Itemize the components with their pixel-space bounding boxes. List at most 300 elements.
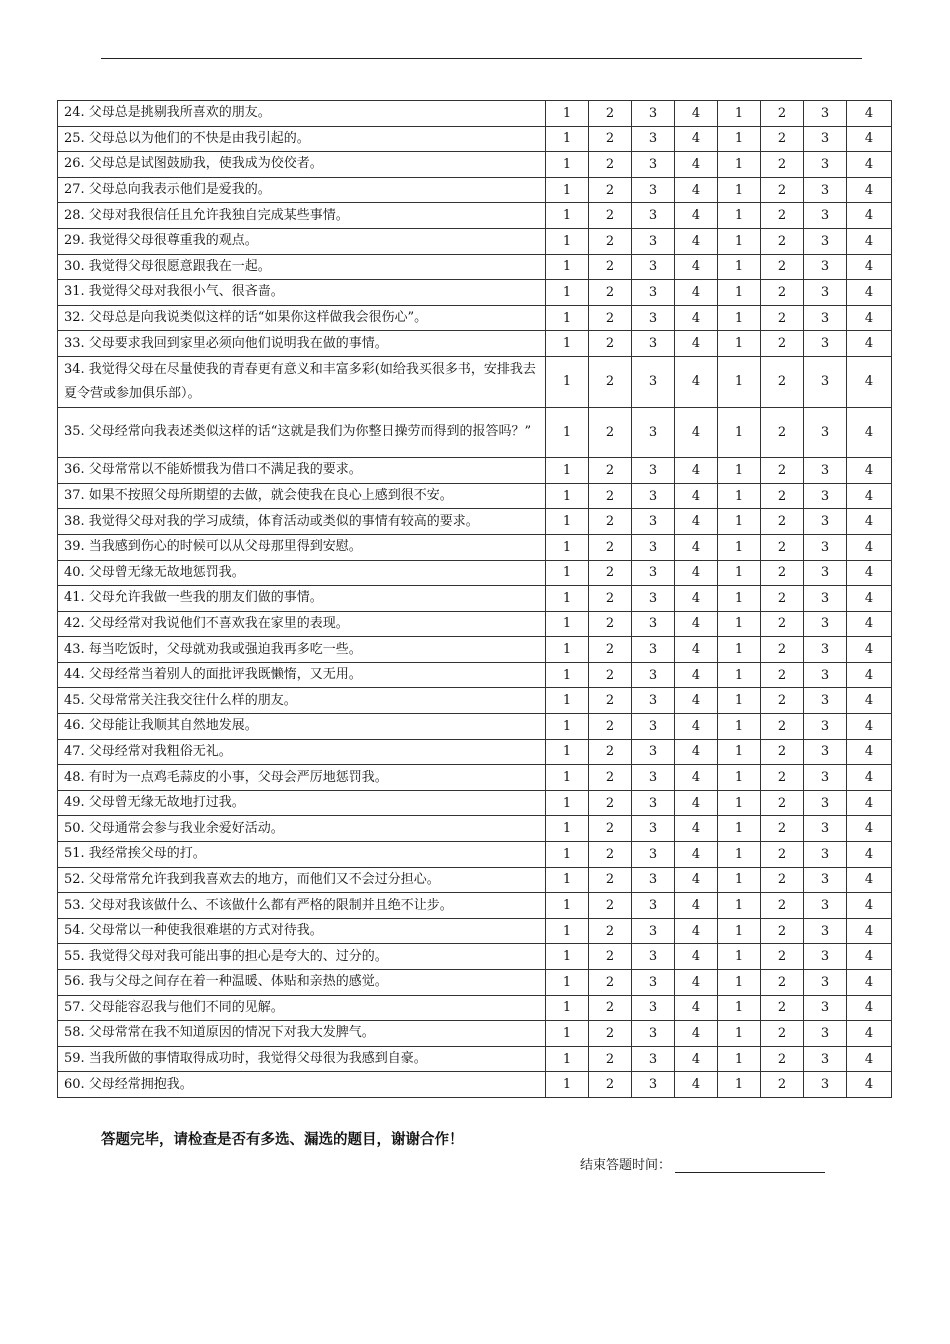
score-option[interactable]: 2: [761, 177, 804, 203]
score-option[interactable]: 4: [847, 458, 892, 484]
score-option[interactable]: 2: [761, 254, 804, 280]
score-option[interactable]: 1: [718, 586, 761, 612]
score-option[interactable]: 4: [675, 254, 718, 280]
score-option[interactable]: 3: [632, 228, 675, 254]
score-option[interactable]: 4: [675, 305, 718, 331]
score-option[interactable]: 3: [804, 867, 847, 893]
score-option[interactable]: 4: [847, 662, 892, 688]
score-option[interactable]: 2: [589, 765, 632, 791]
score-option[interactable]: 3: [632, 688, 675, 714]
score-option[interactable]: 1: [718, 152, 761, 178]
score-option[interactable]: 3: [632, 305, 675, 331]
score-option[interactable]: 3: [804, 407, 847, 458]
score-option[interactable]: 4: [675, 611, 718, 637]
score-option[interactable]: 1: [546, 1021, 589, 1047]
score-option[interactable]: 1: [546, 126, 589, 152]
score-option[interactable]: 2: [761, 1046, 804, 1072]
score-option[interactable]: 4: [675, 944, 718, 970]
score-option[interactable]: 1: [546, 560, 589, 586]
score-option[interactable]: 1: [718, 280, 761, 306]
score-option[interactable]: 1: [546, 995, 589, 1021]
score-option[interactable]: 1: [546, 407, 589, 458]
score-option[interactable]: 4: [675, 765, 718, 791]
score-option[interactable]: 4: [675, 688, 718, 714]
score-option[interactable]: 4: [847, 254, 892, 280]
score-option[interactable]: 3: [632, 816, 675, 842]
score-option[interactable]: 2: [589, 305, 632, 331]
end-time-blank[interactable]: [675, 1158, 825, 1173]
score-option[interactable]: 3: [632, 509, 675, 535]
score-option[interactable]: 4: [675, 331, 718, 357]
score-option[interactable]: 2: [761, 101, 804, 127]
score-option[interactable]: 1: [546, 1046, 589, 1072]
score-option[interactable]: 4: [675, 509, 718, 535]
score-option[interactable]: 4: [847, 177, 892, 203]
score-option[interactable]: 4: [675, 1072, 718, 1098]
score-option[interactable]: 1: [718, 739, 761, 765]
score-option[interactable]: 4: [847, 842, 892, 868]
score-option[interactable]: 1: [718, 101, 761, 127]
score-option[interactable]: 4: [847, 586, 892, 612]
score-option[interactable]: 3: [632, 790, 675, 816]
score-option[interactable]: 3: [632, 739, 675, 765]
score-option[interactable]: 4: [675, 483, 718, 509]
score-option[interactable]: 1: [718, 637, 761, 663]
score-option[interactable]: 4: [847, 995, 892, 1021]
score-option[interactable]: 3: [804, 483, 847, 509]
score-option[interactable]: 3: [804, 790, 847, 816]
score-option[interactable]: 3: [632, 944, 675, 970]
score-option[interactable]: 4: [847, 126, 892, 152]
score-option[interactable]: 3: [804, 944, 847, 970]
score-option[interactable]: 2: [761, 509, 804, 535]
score-option[interactable]: 3: [632, 893, 675, 919]
score-option[interactable]: 1: [546, 280, 589, 306]
score-option[interactable]: 1: [546, 739, 589, 765]
score-option[interactable]: 4: [847, 228, 892, 254]
score-option[interactable]: 2: [589, 918, 632, 944]
score-option[interactable]: 3: [804, 893, 847, 919]
score-option[interactable]: 1: [546, 970, 589, 996]
score-option[interactable]: 4: [675, 637, 718, 663]
score-option[interactable]: 3: [632, 356, 675, 407]
score-option[interactable]: 2: [761, 918, 804, 944]
score-option[interactable]: 1: [546, 254, 589, 280]
score-option[interactable]: 3: [804, 1072, 847, 1098]
score-option[interactable]: 2: [589, 228, 632, 254]
score-option[interactable]: 1: [718, 970, 761, 996]
score-option[interactable]: 1: [718, 331, 761, 357]
score-option[interactable]: 2: [589, 126, 632, 152]
score-option[interactable]: 4: [675, 126, 718, 152]
score-option[interactable]: 3: [632, 995, 675, 1021]
score-option[interactable]: 1: [718, 356, 761, 407]
score-option[interactable]: 4: [847, 714, 892, 740]
score-option[interactable]: 3: [804, 739, 847, 765]
score-option[interactable]: 3: [804, 662, 847, 688]
score-option[interactable]: 3: [804, 970, 847, 996]
score-option[interactable]: 4: [847, 637, 892, 663]
score-option[interactable]: 4: [847, 483, 892, 509]
score-option[interactable]: 2: [589, 816, 632, 842]
score-option[interactable]: 1: [546, 816, 589, 842]
score-option[interactable]: 1: [546, 305, 589, 331]
score-option[interactable]: 3: [804, 228, 847, 254]
score-option[interactable]: 4: [847, 739, 892, 765]
score-option[interactable]: 3: [632, 918, 675, 944]
score-option[interactable]: 4: [847, 918, 892, 944]
score-option[interactable]: 1: [718, 177, 761, 203]
score-option[interactable]: 3: [804, 126, 847, 152]
score-option[interactable]: 1: [546, 101, 589, 127]
score-option[interactable]: 3: [804, 1021, 847, 1047]
score-option[interactable]: 4: [675, 1046, 718, 1072]
score-option[interactable]: 4: [675, 407, 718, 458]
score-option[interactable]: 1: [546, 203, 589, 229]
score-option[interactable]: 4: [847, 1021, 892, 1047]
score-option[interactable]: 3: [632, 203, 675, 229]
score-option[interactable]: 1: [546, 714, 589, 740]
score-option[interactable]: 4: [675, 228, 718, 254]
score-option[interactable]: 2: [761, 611, 804, 637]
score-option[interactable]: 3: [804, 816, 847, 842]
score-option[interactable]: 4: [847, 611, 892, 637]
score-option[interactable]: 3: [632, 662, 675, 688]
score-option[interactable]: 1: [546, 688, 589, 714]
score-option[interactable]: 2: [761, 765, 804, 791]
score-option[interactable]: 3: [632, 842, 675, 868]
score-option[interactable]: 1: [546, 867, 589, 893]
score-option[interactable]: 4: [847, 893, 892, 919]
score-option[interactable]: 2: [589, 356, 632, 407]
score-option[interactable]: 1: [546, 765, 589, 791]
score-option[interactable]: 3: [804, 305, 847, 331]
score-option[interactable]: 3: [804, 995, 847, 1021]
score-option[interactable]: 4: [847, 688, 892, 714]
score-option[interactable]: 2: [589, 611, 632, 637]
score-option[interactable]: 4: [675, 560, 718, 586]
score-option[interactable]: 2: [589, 483, 632, 509]
score-option[interactable]: 4: [675, 203, 718, 229]
score-option[interactable]: 2: [761, 152, 804, 178]
score-option[interactable]: 1: [718, 254, 761, 280]
score-option[interactable]: 3: [804, 458, 847, 484]
score-option[interactable]: 3: [804, 177, 847, 203]
score-option[interactable]: 4: [847, 152, 892, 178]
score-option[interactable]: 4: [675, 893, 718, 919]
score-option[interactable]: 1: [546, 586, 589, 612]
score-option[interactable]: 1: [546, 458, 589, 484]
score-option[interactable]: 1: [546, 611, 589, 637]
score-option[interactable]: 4: [675, 918, 718, 944]
score-option[interactable]: 3: [632, 152, 675, 178]
score-option[interactable]: 2: [761, 637, 804, 663]
score-option[interactable]: 1: [546, 177, 589, 203]
score-option[interactable]: 3: [804, 637, 847, 663]
score-option[interactable]: 2: [589, 331, 632, 357]
score-option[interactable]: 1: [718, 918, 761, 944]
score-option[interactable]: 1: [546, 228, 589, 254]
score-option[interactable]: 4: [675, 714, 718, 740]
score-option[interactable]: 1: [718, 893, 761, 919]
score-option[interactable]: 1: [546, 893, 589, 919]
score-option[interactable]: 2: [761, 228, 804, 254]
score-option[interactable]: 3: [632, 765, 675, 791]
score-option[interactable]: 1: [546, 944, 589, 970]
score-option[interactable]: 1: [718, 944, 761, 970]
score-option[interactable]: 2: [589, 995, 632, 1021]
score-option[interactable]: 3: [632, 560, 675, 586]
score-option[interactable]: 2: [761, 867, 804, 893]
score-option[interactable]: 4: [675, 101, 718, 127]
score-option[interactable]: 1: [718, 688, 761, 714]
score-option[interactable]: 1: [718, 534, 761, 560]
score-option[interactable]: 2: [589, 790, 632, 816]
score-option[interactable]: 2: [589, 203, 632, 229]
score-option[interactable]: 4: [675, 662, 718, 688]
score-option[interactable]: 2: [589, 1046, 632, 1072]
score-option[interactable]: 3: [804, 534, 847, 560]
score-option[interactable]: 1: [546, 356, 589, 407]
score-option[interactable]: 3: [632, 714, 675, 740]
score-option[interactable]: 3: [632, 280, 675, 306]
score-option[interactable]: 4: [675, 970, 718, 996]
score-option[interactable]: 2: [761, 280, 804, 306]
score-option[interactable]: 4: [847, 560, 892, 586]
score-option[interactable]: 1: [718, 407, 761, 458]
score-option[interactable]: 1: [718, 816, 761, 842]
score-option[interactable]: 2: [761, 1021, 804, 1047]
score-option[interactable]: 1: [546, 483, 589, 509]
score-option[interactable]: 4: [675, 458, 718, 484]
score-option[interactable]: 2: [589, 534, 632, 560]
score-option[interactable]: 4: [675, 586, 718, 612]
score-option[interactable]: 2: [761, 586, 804, 612]
score-option[interactable]: 3: [632, 483, 675, 509]
score-option[interactable]: 4: [847, 280, 892, 306]
score-option[interactable]: 4: [847, 816, 892, 842]
score-option[interactable]: 2: [589, 970, 632, 996]
score-option[interactable]: 4: [675, 790, 718, 816]
score-option[interactable]: 1: [718, 867, 761, 893]
score-option[interactable]: 3: [804, 1046, 847, 1072]
score-option[interactable]: 3: [804, 356, 847, 407]
score-option[interactable]: 3: [804, 586, 847, 612]
score-option[interactable]: 3: [632, 101, 675, 127]
score-option[interactable]: 2: [589, 586, 632, 612]
score-option[interactable]: 4: [847, 356, 892, 407]
score-option[interactable]: 1: [546, 790, 589, 816]
score-option[interactable]: 3: [632, 407, 675, 458]
score-option[interactable]: 1: [718, 611, 761, 637]
score-option[interactable]: 3: [632, 637, 675, 663]
score-option[interactable]: 1: [546, 152, 589, 178]
score-option[interactable]: 3: [804, 280, 847, 306]
score-option[interactable]: 4: [847, 534, 892, 560]
score-option[interactable]: 2: [761, 714, 804, 740]
score-option[interactable]: 2: [589, 842, 632, 868]
score-option[interactable]: 3: [632, 534, 675, 560]
score-option[interactable]: 3: [632, 970, 675, 996]
score-option[interactable]: 2: [761, 203, 804, 229]
score-option[interactable]: 2: [589, 893, 632, 919]
score-option[interactable]: 2: [589, 458, 632, 484]
score-option[interactable]: 2: [761, 483, 804, 509]
score-option[interactable]: 4: [675, 152, 718, 178]
score-option[interactable]: 1: [718, 1021, 761, 1047]
question-text: 24. 父母总是挑剔我所喜欢的朋友。: [58, 101, 546, 127]
score-option[interactable]: 2: [761, 356, 804, 407]
score-option[interactable]: 3: [804, 714, 847, 740]
score-option[interactable]: 2: [761, 790, 804, 816]
score-option[interactable]: 3: [804, 560, 847, 586]
score-option[interactable]: 1: [718, 765, 761, 791]
score-option[interactable]: 4: [847, 1046, 892, 1072]
score-option[interactable]: 2: [589, 637, 632, 663]
score-option[interactable]: 2: [761, 816, 804, 842]
score-option[interactable]: 4: [675, 842, 718, 868]
score-option[interactable]: 4: [847, 509, 892, 535]
score-option[interactable]: 3: [632, 586, 675, 612]
score-option[interactable]: 2: [589, 714, 632, 740]
score-option[interactable]: 2: [589, 867, 632, 893]
score-option[interactable]: 2: [761, 331, 804, 357]
score-option[interactable]: 1: [546, 918, 589, 944]
score-option[interactable]: 4: [675, 1021, 718, 1047]
score-option[interactable]: 3: [804, 254, 847, 280]
score-option[interactable]: 1: [718, 995, 761, 1021]
score-option[interactable]: 1: [718, 203, 761, 229]
score-option[interactable]: 2: [589, 177, 632, 203]
score-option[interactable]: 2: [761, 458, 804, 484]
score-option[interactable]: 2: [761, 688, 804, 714]
score-option[interactable]: 1: [718, 560, 761, 586]
score-option[interactable]: 3: [804, 611, 847, 637]
score-option[interactable]: 2: [589, 688, 632, 714]
score-option[interactable]: 1: [718, 662, 761, 688]
score-option[interactable]: 2: [761, 126, 804, 152]
score-option[interactable]: 1: [546, 331, 589, 357]
score-option[interactable]: 2: [589, 739, 632, 765]
score-option[interactable]: 2: [761, 970, 804, 996]
score-option[interactable]: 2: [761, 944, 804, 970]
score-option[interactable]: 1: [718, 1072, 761, 1098]
score-option[interactable]: 2: [589, 254, 632, 280]
score-option[interactable]: 2: [589, 407, 632, 458]
score-option[interactable]: 1: [718, 1046, 761, 1072]
score-option[interactable]: 1: [546, 534, 589, 560]
score-option[interactable]: 4: [675, 739, 718, 765]
score-option[interactable]: 4: [847, 970, 892, 996]
score-option[interactable]: 3: [632, 177, 675, 203]
score-option[interactable]: 1: [718, 842, 761, 868]
score-option[interactable]: 4: [675, 867, 718, 893]
score-option[interactable]: 3: [632, 611, 675, 637]
score-option[interactable]: 4: [675, 177, 718, 203]
score-option[interactable]: 4: [675, 356, 718, 407]
score-option[interactable]: 1: [546, 1072, 589, 1098]
score-option[interactable]: 1: [546, 509, 589, 535]
score-option[interactable]: 3: [804, 331, 847, 357]
score-option[interactable]: 2: [589, 509, 632, 535]
score-option[interactable]: 1: [718, 790, 761, 816]
question-text: 36. 父母常常以不能娇惯我为借口不满足我的要求。: [58, 458, 546, 484]
score-option[interactable]: 3: [804, 203, 847, 229]
score-option[interactable]: 2: [761, 560, 804, 586]
score-option[interactable]: 2: [761, 407, 804, 458]
score-option[interactable]: 4: [675, 280, 718, 306]
score-option[interactable]: 2: [761, 662, 804, 688]
score-option[interactable]: 4: [675, 816, 718, 842]
score-option[interactable]: 4: [847, 944, 892, 970]
score-option[interactable]: 2: [589, 280, 632, 306]
score-option[interactable]: 3: [632, 867, 675, 893]
score-option[interactable]: 3: [632, 1021, 675, 1047]
score-option[interactable]: 1: [718, 305, 761, 331]
score-option[interactable]: 3: [804, 765, 847, 791]
score-option[interactable]: 2: [761, 1072, 804, 1098]
question-text: 39. 当我感到伤心的时候可以从父母那里得到安慰。: [58, 534, 546, 560]
score-option[interactable]: 2: [761, 739, 804, 765]
score-option[interactable]: 1: [718, 483, 761, 509]
score-option[interactable]: 3: [804, 918, 847, 944]
score-option[interactable]: 1: [718, 458, 761, 484]
score-option[interactable]: 1: [546, 662, 589, 688]
score-option[interactable]: 3: [632, 458, 675, 484]
score-option[interactable]: 2: [761, 305, 804, 331]
score-option[interactable]: 4: [847, 203, 892, 229]
score-option[interactable]: 4: [847, 305, 892, 331]
score-option[interactable]: 2: [589, 560, 632, 586]
score-option[interactable]: 3: [804, 101, 847, 127]
score-option[interactable]: 2: [761, 995, 804, 1021]
score-option[interactable]: 3: [804, 688, 847, 714]
score-option[interactable]: 4: [675, 534, 718, 560]
score-option[interactable]: 3: [632, 1072, 675, 1098]
score-option[interactable]: 4: [847, 765, 892, 791]
score-option[interactable]: 2: [589, 662, 632, 688]
score-option[interactable]: 2: [589, 152, 632, 178]
score-option[interactable]: 3: [632, 331, 675, 357]
score-option[interactable]: 3: [632, 1046, 675, 1072]
score-option[interactable]: 4: [675, 995, 718, 1021]
score-option[interactable]: 4: [847, 331, 892, 357]
score-option[interactable]: 1: [546, 842, 589, 868]
score-option[interactable]: 3: [804, 152, 847, 178]
score-option[interactable]: 3: [804, 842, 847, 868]
score-option[interactable]: 1: [546, 637, 589, 663]
score-option[interactable]: 3: [632, 254, 675, 280]
score-option[interactable]: 2: [589, 1021, 632, 1047]
score-option[interactable]: 1: [718, 126, 761, 152]
score-option[interactable]: 4: [847, 867, 892, 893]
score-option[interactable]: 4: [847, 101, 892, 127]
score-option[interactable]: 3: [804, 509, 847, 535]
score-option[interactable]: 3: [632, 126, 675, 152]
score-option[interactable]: 2: [589, 101, 632, 127]
score-option[interactable]: 4: [847, 407, 892, 458]
score-option[interactable]: 2: [589, 1072, 632, 1098]
score-option[interactable]: 2: [761, 842, 804, 868]
score-option[interactable]: 1: [718, 714, 761, 740]
score-option[interactable]: 1: [718, 509, 761, 535]
score-option[interactable]: 4: [847, 1072, 892, 1098]
score-option[interactable]: 2: [761, 893, 804, 919]
score-option[interactable]: 1: [718, 228, 761, 254]
score-option[interactable]: 4: [847, 790, 892, 816]
score-option[interactable]: 2: [761, 534, 804, 560]
score-option[interactable]: 2: [589, 944, 632, 970]
